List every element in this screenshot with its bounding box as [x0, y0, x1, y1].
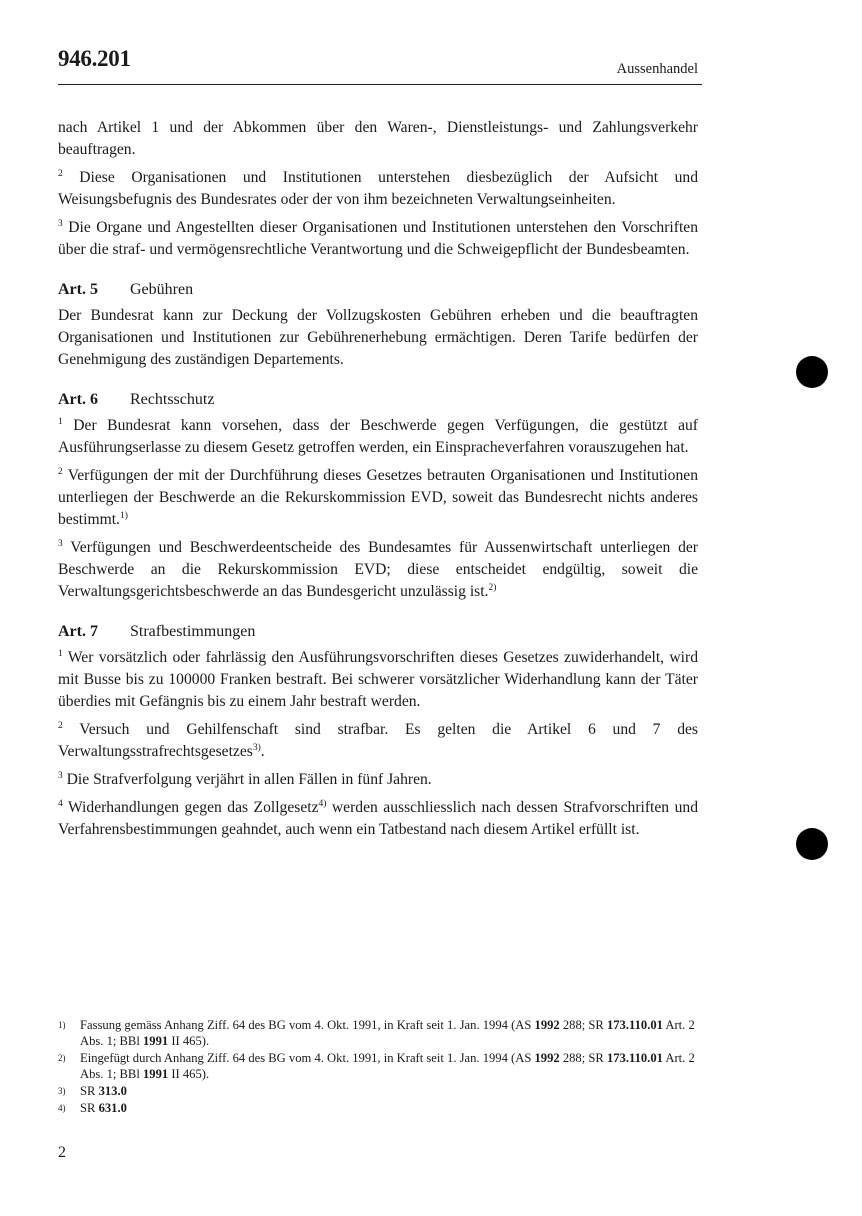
art7-p4-text-b: werden ausschliesslich nach dessen Strafvorschriften und Verfahrensbestimmungen geahndet, auch wenn ein Tatbestand nach diesem Artikel erfüllt ist.	[58, 799, 698, 838]
para-number: 1	[58, 649, 63, 659]
fn-bold: 1991	[142, 1034, 169, 1048]
fn-text: Art. 2 Abs. 1; BBl	[80, 1018, 695, 1048]
art6-p2-text: Verfügungen der mit der Durchführung dieses Gesetzes betrauten Organisationen und Institutionen unterliegen der Beschwerde an die Rekurskommission EVD, soweit das Bundesrecht nichts anderes bestimmt.	[58, 467, 698, 528]
fn-bold: 173.110.01	[606, 1051, 663, 1065]
footnote-text	[80, 1017, 698, 1049]
intro-p3-text: Die Organe und Angestellten dieser Organisationen und Institutionen unterstehen den Vorschriften über die straf- und vermögensrechtliche Verantwortung und die Schweigepflicht der Bundesbeamten.	[58, 219, 698, 258]
footnote-ref[interactable]: 3)	[252, 743, 261, 753]
article-title: Strafbestimmungen	[130, 623, 256, 640]
intro-paragraph-3	[58, 217, 698, 261]
art6-paragraph-2	[58, 465, 698, 531]
footnote-mark: 2)	[58, 1053, 66, 1063]
fn-text: Eingefügt durch Anhang Ziff. 64 des BG vom 4. Okt. 1991, in Kraft seit 1. Jan. 1994 (AS	[80, 1051, 535, 1065]
article-7	[58, 621, 698, 841]
para-number: 3	[58, 771, 63, 781]
art7-paragraph-1	[58, 647, 698, 713]
art6-paragraph-1	[58, 415, 698, 459]
document-body	[58, 117, 698, 847]
art7-p1-text: Wer vorsätzlich oder fahrlässig den Ausführungsvorschriften dieses Gesetzes zuwiderhandelt, wird mit Busse bis zu 100000 Franken bestraft. Bei schwerer vorsätzlicher Widerhandlung kann der Täter überdies mit Gefängnis bis zu einem Jahr bestraft werden.	[58, 649, 698, 710]
art6-p3-text: Verfügungen und Beschwerdeentscheide des Bundesamtes für Aussenwirtschaft unterliegen der Beschwerde an die Rekurskommission EVD; diese entscheidet endgültig, soweit die Verwaltungsgerichtsbeschwerde an das Bundesgericht unzulässig ist.	[58, 539, 698, 600]
article-heading	[58, 389, 698, 411]
change-marker-dot	[796, 356, 828, 388]
fn-bold: 313.0	[98, 1084, 127, 1098]
footnotes	[58, 1017, 698, 1117]
fn-text: 288; SR	[559, 1051, 607, 1065]
fn-text: II 465).	[168, 1067, 210, 1081]
para-number: 2	[58, 169, 63, 179]
footnote	[58, 1017, 698, 1049]
para-number: 4	[58, 799, 63, 809]
article-title: Rechtsschutz	[130, 391, 215, 408]
article-title: Gebühren	[130, 281, 194, 298]
footnote-mark: 1)	[58, 1020, 66, 1030]
footnote	[58, 1100, 698, 1116]
article-number: Art. 7	[58, 623, 98, 640]
art7-p2-text: Versuch und Gehilfenschaft sind strafbar. Es gelten die Artikel 6 und 7 des Verwaltungsstrafrechtsgesetzes	[58, 721, 698, 760]
article-number: Art. 5	[58, 281, 98, 298]
art7-paragraph-2	[58, 719, 698, 763]
footnote-ref[interactable]: 1)	[119, 511, 128, 521]
art7-p3-text: Die Strafverfolgung verjährt in allen Fällen in fünf Jahren.	[66, 771, 432, 788]
footnote-text	[80, 1083, 698, 1099]
fn-bold: 173.110.01	[606, 1018, 663, 1032]
art7-p4-text-a: Widerhandlungen gegen das Zollgesetz	[67, 799, 319, 816]
article-heading	[58, 621, 698, 643]
fn-bold: 1992	[534, 1018, 560, 1032]
footnote	[58, 1083, 698, 1099]
fn-bold: 1991	[142, 1067, 169, 1081]
fn-text: Art. 2 Abs. 1; BBl	[80, 1051, 695, 1081]
art6-p1-text: Der Bundesrat kann vorsehen, dass der Beschwerde gegen Verfügungen, die gestützt auf Ausführungserlasse zu diesem Gesetz getroffen werden, ein Einspracheverfahren vorauszugehen hat.	[58, 417, 698, 456]
intro-p2-text: Diese Organisationen und Institutionen unterstehen diesbezüglich der Aufsicht und Weisungsbefugnis des Bundesrates oder der von ihm bezeichneten Verwaltungseinheiten.	[58, 169, 698, 208]
art7-p2-end: .	[260, 743, 265, 760]
running-title: Aussenhandel	[616, 61, 698, 77]
para-number: 2	[58, 467, 63, 477]
article-6	[58, 389, 698, 603]
art6-paragraph-3	[58, 537, 698, 603]
para-number: 3	[58, 219, 63, 229]
footnote-text	[80, 1050, 698, 1082]
fn-text: 288; SR	[559, 1018, 607, 1032]
fn-text: II 465).	[168, 1034, 210, 1048]
page-number: 2	[58, 1144, 66, 1161]
sr-number: 946.201	[58, 46, 131, 71]
footnote-ref[interactable]: 2)	[488, 583, 497, 593]
intro-p1-text: nach Artikel 1 und der Abkommen über den Waren-, Dienstleistungs- und Zahlungsverkehr beauftragen.	[58, 119, 698, 158]
fn-text: Fassung gemäss Anhang Ziff. 64 des BG vom 4. Okt. 1991, in Kraft seit 1. Jan. 1994 (AS	[80, 1018, 535, 1032]
article-heading	[58, 279, 698, 301]
fn-text: SR	[80, 1084, 99, 1098]
art5-paragraph-1	[58, 305, 698, 371]
change-marker-dot	[796, 828, 828, 860]
footnote	[58, 1050, 698, 1082]
fn-text: SR	[80, 1101, 99, 1115]
intro-paragraph-1	[58, 117, 698, 161]
footnote-mark: 3)	[58, 1086, 66, 1096]
article-number: Art. 6	[58, 391, 98, 408]
fn-bold: 631.0	[98, 1101, 127, 1115]
header-rule	[58, 84, 702, 85]
footnote-text	[80, 1100, 698, 1116]
fn-bold: 1992	[534, 1051, 560, 1065]
footnote-ref[interactable]: 4)	[318, 799, 327, 809]
footnote-mark: 4)	[58, 1103, 66, 1113]
art7-paragraph-3	[58, 769, 698, 791]
para-number: 1	[58, 417, 63, 427]
para-number: 2	[58, 721, 63, 731]
intro-paragraph-2	[58, 167, 698, 211]
para-number: 3	[58, 539, 63, 549]
art5-p1-text: Der Bundesrat kann zur Deckung der Vollzugskosten Gebühren erheben und die beauftragten Organisationen und Institutionen zur Gebührenerhebung ermächtigen. Deren Tarife bedürfen der Genehmigung des zuständigen Departements.	[58, 307, 698, 368]
art7-paragraph-4	[58, 797, 698, 841]
article-5	[58, 279, 698, 371]
